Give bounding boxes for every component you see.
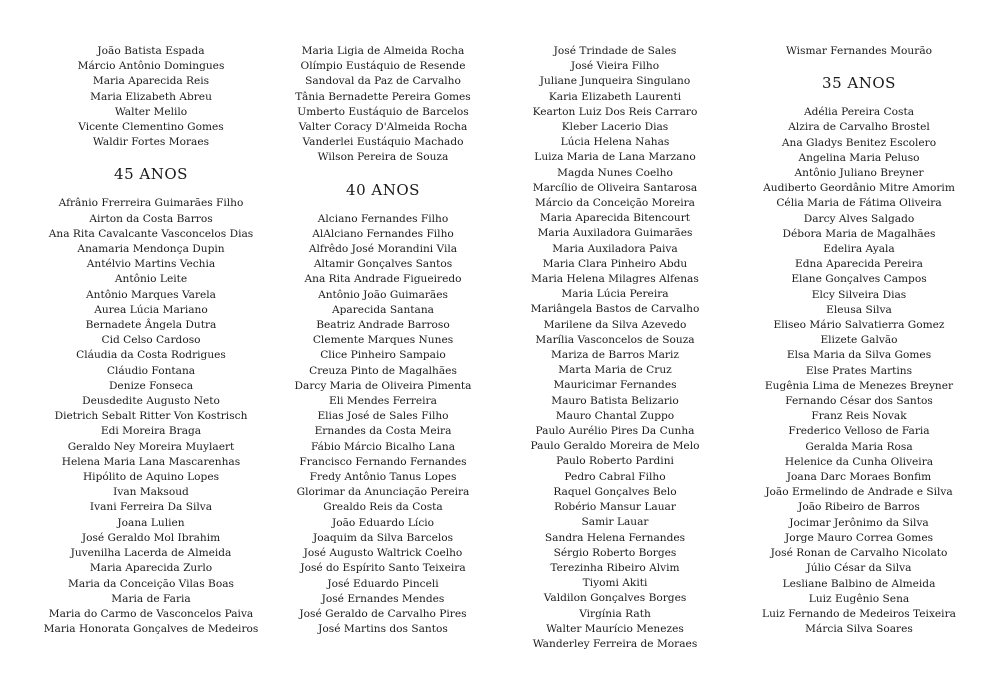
honoree-name: Wilson Pereira de Souza [317, 151, 449, 164]
honoree-name: Valdilon Gonçalves Borges [543, 592, 687, 605]
honoree-name: Waldir Fortes Moraes [92, 136, 210, 149]
honoree-name: Márcio da Conceição Moreira [535, 197, 695, 210]
honoree-name: Ana Gladys Benitez Escolero [781, 136, 937, 149]
honoree-name: Virgínia Rath [579, 607, 651, 620]
honoree-name: Frederico Velloso de Faria [788, 425, 930, 438]
section-heading: 45 ANOS [114, 165, 188, 184]
honoree-name: Pedro Cabral Filho [564, 470, 666, 483]
honoree-name: Karia Elizabeth Laurenti [548, 90, 682, 103]
honoree-name: Helena Maria Lana Mascarenhas [61, 455, 241, 468]
honoree-name: Kleber Lacerio Dias [561, 121, 669, 134]
honoree-name: Maria de Faria [111, 592, 191, 605]
honoree-name: Robério Mansur Lauar [554, 501, 676, 514]
honoree-name: Vanderlei Eustáquio Machado [302, 136, 464, 149]
honoree-name: Paulo Geraldo Moreira de Melo [530, 440, 700, 453]
honoree-name: José Ronan de Carvalho Nicolato [770, 547, 948, 560]
honoree-name: Fábio Márcio Bicalho Lana [310, 440, 456, 453]
honoree-name: Samir Lauar [581, 516, 649, 529]
section-heading: 35 ANOS [822, 74, 896, 93]
honoree-name: Aparecida Santana [332, 303, 434, 316]
honoree-name: Umberto Eustáquio de Barcelos [297, 105, 469, 118]
honoree-name: João Ribeiro de Barros [798, 501, 920, 514]
honoree-name: Maria Helena Milagres Alfenas [531, 273, 699, 286]
honoree-name: Márcia Silva Soares [805, 623, 913, 636]
honoree-name: Elcy Silveira Dias [811, 288, 907, 301]
honoree-name: Mariângela Bastos de Carvalho [530, 303, 700, 316]
honoree-name: Ivani Ferreira Da Silva [89, 501, 213, 514]
honoree-name: Joana Darc Moraes Bonfim [786, 471, 932, 484]
honoree-name: Fernando César dos Santos [785, 395, 933, 408]
honoree-name: Cláudia da Costa Rodrigues [76, 349, 226, 362]
honoree-name: Maria do Carmo de Vasconcelos Paiva [48, 607, 254, 620]
honoree-name: Vicente Clementino Gomes [78, 121, 224, 134]
honoree-name: Maria Aparecida Zurlo [89, 562, 213, 575]
honoree-name: Hipólito de Aquino Lopes [82, 471, 220, 484]
honoree-name: Else Prates Martins [805, 364, 913, 377]
honoree-name: Franz Reis Novak [811, 410, 907, 423]
honoree-name: Eugênia Lima de Menezes Breyner [764, 379, 954, 392]
honoree-name: Maria Honorata Gonçalves de Medeiros [43, 623, 259, 636]
honoree-name: Sérgio Roberto Borges [553, 546, 677, 559]
honoree-name: Geraldo Ney Moreira Muylaert [67, 440, 235, 453]
honoree-name: Glorimar da Anunciação Pereira [296, 486, 470, 499]
honoree-name: Fredy Antônio Tanus Lopes [309, 471, 457, 484]
honoree-name: José Martins dos Santos [318, 623, 448, 636]
honoree-name: Eli Mendes Ferreira [329, 395, 437, 408]
honoree-name: Mariza de Barros Mariz [551, 349, 679, 362]
honoree-name: Débora Maria de Magalhães [782, 227, 936, 240]
honoree-name: AlAlciano Fernandes Filho [312, 227, 454, 240]
honoree-name: Paulo Roberto Pardini [556, 455, 674, 468]
honoree-name: Luiz Fernando de Medeiros Teixeira [762, 607, 956, 620]
honoree-name: Grealdo Reis da Costa [323, 501, 443, 514]
honoree-name: Ernandes da Costa Meira [314, 425, 452, 438]
honoree-name: Francisco Fernando Fernandes [299, 455, 467, 468]
honoree-name: Marcílio de Oliveira Santarosa [532, 181, 698, 194]
honoree-name: Creuza Pinto de Magalhães [309, 364, 457, 377]
honoree-name: Antônio Juliano Breyner [794, 167, 924, 180]
honoree-name: Célia Maria de Fátima Oliveira [776, 197, 942, 210]
honoree-name: Edelira Ayala [823, 243, 895, 256]
honoree-name: Ana Rita Andrade Figueiredo [304, 273, 462, 286]
honoree-name: José Eduardo Pinceli [327, 577, 439, 590]
honoree-name: José Ernandes Mendes [321, 592, 445, 605]
honoree-name: Wanderley Ferreira de Moraes [532, 637, 698, 650]
honoree-name: Edi Moreira Braga [100, 425, 202, 438]
honoree-name: Ana Rita Cavalcante Vasconcelos Dias [48, 227, 254, 240]
honoree-name: Mauricimar Fernandes [553, 379, 677, 392]
honoree-name: Ivan Maksoud [113, 486, 189, 499]
honoree-name: Maria Auxiladora Guimarães [537, 227, 693, 240]
honoree-name: Adélia Pereira Costa [803, 106, 915, 119]
honoree-name: Sandra Helena Fernandes [544, 531, 686, 544]
honoree-name: Elsa Maria da Silva Gomes [786, 349, 932, 362]
honoree-name: Lúcia Helena Nahas [560, 136, 670, 149]
honoree-name: Antônio Marques Varela [85, 288, 216, 301]
honoree-name: Maria da Conceição Vilas Boas [68, 577, 234, 590]
honoree-name: Joana Lulien [117, 516, 185, 529]
honoree-name: Joaquim da Silva Barcelos [312, 531, 454, 544]
section-heading: 40 ANOS [346, 180, 420, 199]
honoree-name: Elizete Galvão [820, 334, 898, 347]
honoree-name: José Augusto Waltrick Coelho [303, 547, 463, 560]
honoree-name: Antônio João Guimarães [318, 288, 448, 301]
column-4 [734, 44, 984, 637]
honoree-name: José do Espírito Santo Teixeira [300, 562, 466, 575]
honoree-name: Angelina Maria Peluso [798, 151, 920, 164]
honoree-name: Tiyomi Akiti [582, 577, 648, 590]
honoree-name: Marília Vasconcelos de Souza [535, 333, 695, 346]
honoree-name: Júlio César da Silva [806, 562, 912, 575]
honoree-name: Paulo Aurélio Pires Da Cunha [535, 425, 695, 438]
honoree-name: Maria Aparecida Reis [92, 75, 210, 88]
honoree-name: Alfrêdo José Morandini Vila [308, 243, 458, 256]
column-2 [258, 44, 508, 637]
honoree-name: Luiza Maria de Lana Marzano [534, 151, 696, 164]
honoree-name: Mauro Batista Belizario [551, 394, 679, 407]
honoree-name: Darcy Alves Salgado [803, 212, 915, 225]
honoree-name: Eliseo Mário Salvatierra Gomez [773, 319, 945, 332]
honoree-name: Helenice da Cunha Oliveira [784, 455, 934, 468]
honoree-name: José Geraldo Mol Ibrahim [81, 531, 221, 544]
honoree-name: João Eduardo Lício [331, 516, 435, 529]
honoree-name: Aurea Lúcia Mariano [94, 303, 208, 316]
honoree-name: Olímpio Eustáquio de Resende [300, 60, 466, 73]
honoree-name: José Geraldo de Carvalho Pires [299, 607, 467, 620]
honoree-name: José Trindade de Sales [553, 45, 677, 57]
honoree-name: Juliane Junqueira Singulano [539, 75, 691, 88]
honoree-name: João Ermelindo de Andrade e Silva [765, 486, 953, 499]
honoree-name: Kearton Luiz Dos Reis Carraro [532, 105, 698, 118]
honoree-name: Maria Auxiladora Paiva [552, 242, 678, 255]
honoree-name: Altamir Gonçalves Santos [313, 258, 453, 271]
honoree-name: Afrânio Frerreira Guimarães Filho [58, 197, 244, 210]
honoree-name: Edna Aparecida Pereira [795, 258, 923, 271]
honoree-name: Mauro Chantal Zuppo [555, 409, 675, 422]
honoree-name: Maria Clara Pinheiro Abdu [542, 257, 688, 270]
honoree-name: Clemente Marques Nunes [312, 334, 454, 347]
honoree-name: Antônio Leite [114, 273, 188, 286]
honoree-name: Airton da Costa Barros [89, 212, 213, 225]
honoree-name: Cid Celso Cardoso [101, 334, 201, 347]
honoree-name: Clice Pinheiro Sampaio [320, 349, 446, 362]
honoree-name: Maria Ligia de Almeida Rocha [301, 45, 465, 57]
honoree-name: Magda Nunes Coelho [557, 166, 673, 179]
honoree-name: Tânia Bernadette Pereira Gomes [295, 90, 471, 103]
honoree-name: Darcy Maria de Oliveira Pimenta [294, 379, 472, 392]
honoree-name: Juvenilha Lacerda de Almeida [70, 547, 232, 560]
honoree-name: Alzira de Carvalho Brostel [788, 121, 930, 134]
honoree-name: Audiberto Geordânio Mitre Amorim [763, 182, 955, 195]
honoree-name: João Batista Espada [97, 45, 205, 57]
honoree-name: Elane Gonçalves Campos [791, 273, 927, 286]
honoree-name: Dietrich Sebalt Ritter Von Kostrisch [54, 410, 248, 423]
honoree-name: Elias José de Sales Filho [317, 410, 449, 423]
column-1 [26, 44, 276, 637]
honoree-name: Marta Maria de Cruz [558, 364, 672, 377]
honoree-name: Alciano Fernandes Filho [317, 212, 449, 225]
honoree-name: Walter Melilo [114, 105, 188, 118]
honoree-name: Luiz Eugênio Sena [808, 592, 910, 605]
honoree-name: Raquel Gonçalves Belo [553, 485, 677, 498]
honoree-name: Eleusa Silva [826, 303, 892, 316]
honoree-name: Antélvio Martins Vechia [86, 258, 216, 271]
honoree-name: Sandoval da Paz de Carvalho [305, 75, 461, 88]
honoree-name: Valter Coracy D'Almeida Rocha [298, 121, 468, 134]
honoree-name: Marilene da Silva Azevedo [543, 318, 687, 331]
column-3 [490, 44, 740, 652]
honoree-name: José Vieira Filho [570, 60, 660, 73]
honoree-name: Deusdedite Augusto Neto [82, 395, 220, 408]
honoree-name: Denize Fonseca [108, 379, 194, 392]
honoree-name: Bernadete Ângela Dutra [85, 319, 217, 332]
honoree-name: Terezinha Ribeiro Alvim [550, 561, 680, 574]
honoree-name: Maria Aparecida Bitencourt [539, 212, 691, 225]
honoree-name: Geralda Maria Rosa [805, 440, 913, 453]
honoree-name: Márcio Antônio Domingues [77, 60, 225, 73]
honoree-name: Jocimar Jerônimo da Silva [789, 516, 929, 529]
honoree-name: Lesliane Balbino de Almeida [782, 577, 936, 590]
honoree-name: Beatriz Andrade Barroso [316, 319, 450, 332]
honoree-name: Wismar Fernandes Mourão [785, 45, 933, 57]
honoree-name: Maria Elizabeth Abreu [90, 90, 212, 103]
honoree-name: Anamaria Mendonça Dupin [77, 243, 225, 256]
honoree-name: Jorge Mauro Correa Gomes [784, 531, 934, 544]
honoree-name: Maria Lúcia Pereira [561, 288, 669, 301]
honoree-name: Cláudio Fontana [106, 364, 196, 377]
honoree-name: Walter Maurício Menezes [546, 622, 684, 635]
